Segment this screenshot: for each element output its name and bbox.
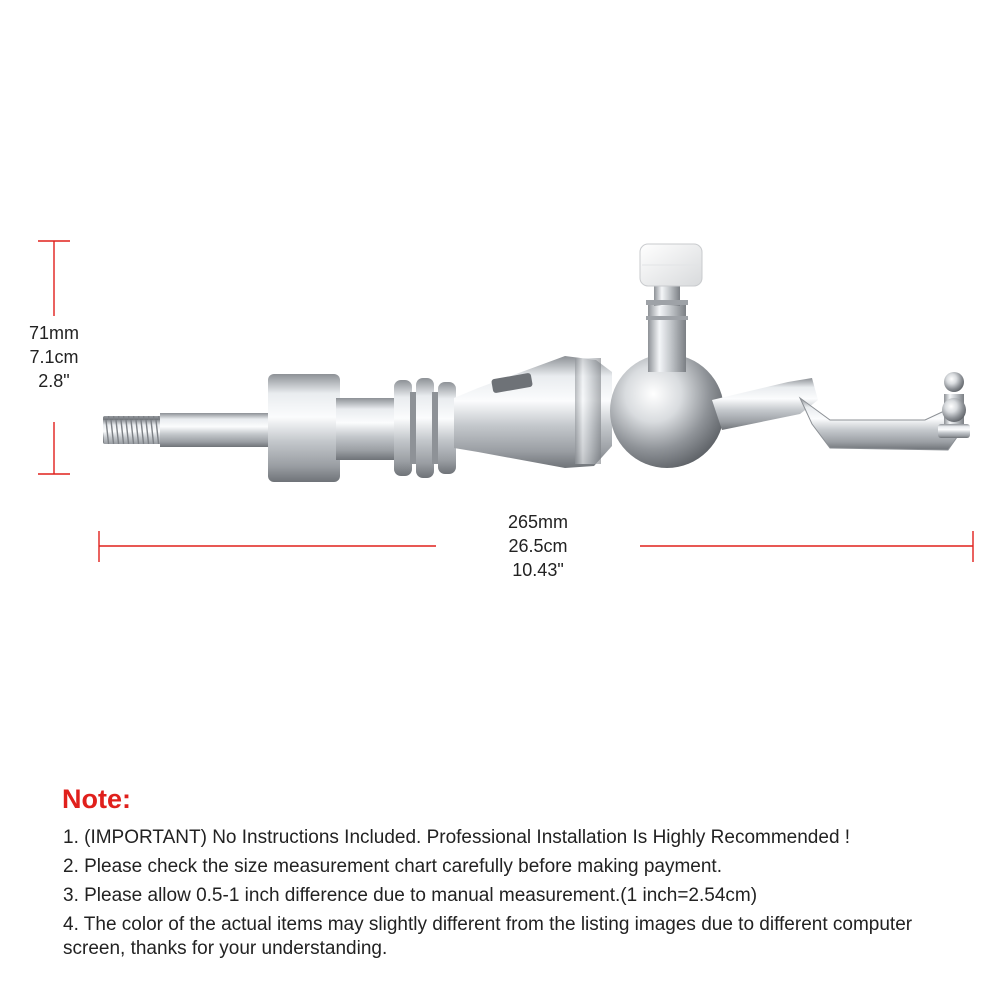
length-cm: 26.5cm xyxy=(508,536,568,556)
height-inch: 2.8" xyxy=(38,371,70,391)
lever-plate xyxy=(800,398,962,450)
collar xyxy=(268,374,340,482)
threaded-tip xyxy=(103,416,165,444)
note-item-2: 2. Please check the size measurement chart carefully before making payment. xyxy=(63,856,722,877)
note-item-1: 1. (IMPORTANT) No Instructions Included. Professional Installation Is Highly Recommended ! xyxy=(63,827,851,848)
shaft xyxy=(160,413,276,447)
height-dimension-label xyxy=(14,321,94,393)
note-item-3: 3. Please allow 0.5-1 inch difference due to manual measurement.(1 inch=2.54cm) xyxy=(63,885,758,906)
note-title: Note: xyxy=(62,784,131,814)
note-item-4: 4. The color of the actual items may slightly different from the listing images due to different computer screen, thanks for your understanding. xyxy=(63,914,913,959)
length-inch: 10.43" xyxy=(512,560,564,580)
height-cm: 7.1cm xyxy=(29,347,79,367)
short-shifter-icon xyxy=(103,244,970,482)
grooved-section xyxy=(394,378,456,478)
height-mm: 71mm xyxy=(28,323,79,343)
notes-list xyxy=(63,826,973,966)
length-mm: 265mm xyxy=(507,512,569,532)
length-dimension-label xyxy=(470,510,606,582)
